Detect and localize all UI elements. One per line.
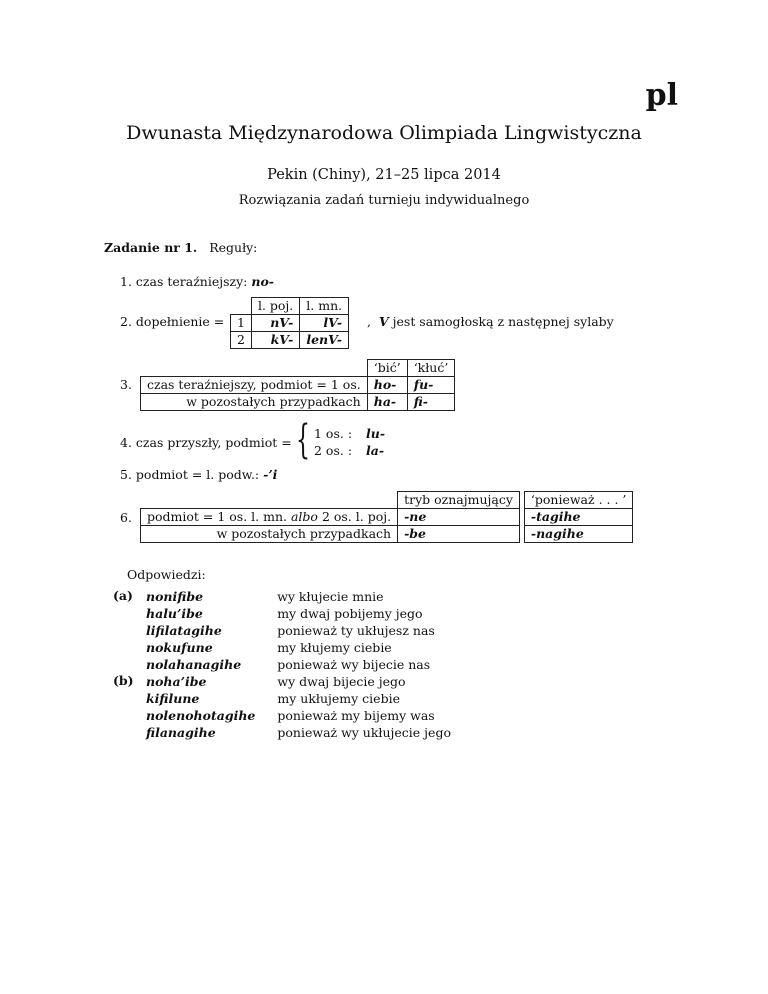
rule-3-row-label: w pozostałych przypadkach [141, 394, 368, 411]
rule-6-row-label: w pozostałych przypadkach [141, 526, 398, 543]
rule-4-row-label: 2 os. : [314, 443, 353, 458]
rule-2-cell: lenV- [300, 332, 349, 349]
rule-2-cell: nV- [251, 315, 299, 332]
event-subtitle: Pekin (Chiny), 21–25 lipca 2014 [267, 167, 501, 183]
rule-4-row-label: 1 os. : [314, 426, 353, 441]
rule-1-value: no- [251, 274, 274, 289]
answer-translation: wy kłujecie mnie [277, 589, 384, 604]
rule-6-label-albo: albo [290, 509, 318, 524]
answer-word: nokufune [146, 640, 213, 655]
rule-6-cell: -be [398, 526, 520, 543]
rule-2-cell: lV- [300, 315, 349, 332]
rule-4-value: lu- [366, 426, 386, 441]
answers-label: Odpowiedzi: [127, 567, 206, 582]
answer-translation: my ukłujemy ciebie [277, 691, 400, 706]
answers-a-table [146, 588, 435, 673]
answers-b-label: (b) [113, 673, 134, 688]
rule-5-value: -’i [263, 467, 278, 482]
answer-word: kifilune [146, 691, 200, 706]
rule-2-person: 2 [231, 332, 252, 349]
curly-brace: { [296, 417, 310, 463]
rule-2-note [367, 314, 614, 329]
rule-2-text [120, 314, 224, 329]
rule-1 [120, 274, 274, 289]
rule-5 [120, 467, 277, 482]
rule-1-text: czas teraźniejszy: [135, 274, 248, 289]
rule-2-note-separator: , [367, 314, 371, 329]
rule-2-number: 2. [120, 314, 132, 329]
answer-translation: ponieważ ty ukłujesz nas [277, 623, 435, 638]
rule-4-text [120, 435, 292, 450]
rule-2-table [230, 297, 349, 349]
answer-translation: my dwaj pobijemy jego [277, 606, 423, 621]
rule-3-cell: ho- [367, 377, 407, 394]
rule-2-header-sg: l. poj. [251, 298, 299, 315]
rule-4-number: 4. [120, 435, 132, 450]
rule-1-number: 1. [120, 274, 132, 289]
rule-5-text: podmiot = l. podw.: [135, 467, 260, 482]
rule-5-number: 5. [120, 467, 132, 482]
task-heading [104, 240, 257, 255]
rule-6-cell: -ne [398, 509, 520, 526]
answer-translation: my kłujemy ciebie [277, 640, 392, 655]
rule-4-value: la- [366, 443, 385, 458]
rule-6-row-label [141, 509, 398, 526]
rule-2-label: dopełnienie = [135, 314, 225, 329]
rule-6-label-post: 2 os. l. poj. [321, 509, 392, 524]
rule-6-table [140, 491, 633, 543]
answer-word: noha’ibe [146, 674, 207, 689]
answer-word: filanagihe [146, 725, 216, 740]
rule-6-label-pre: podmiot = 1 os. l. mn. [147, 509, 287, 524]
rule-3-cell: fi- [407, 394, 455, 411]
rule-2-header-pl: l. mn. [300, 298, 349, 315]
rule-4-label: czas przyszły, podmiot = [135, 435, 292, 450]
answer-translation: ponieważ wy ukłujecie jego [277, 725, 451, 740]
rule-3-table [140, 359, 455, 411]
answer-word: halu’ibe [146, 606, 203, 621]
rules-label: Reguły: [209, 240, 258, 255]
rule-3-header: ‘bić’ [367, 360, 407, 377]
rule-3-cell: ha- [367, 394, 407, 411]
rule-2-note-var: V [378, 314, 389, 329]
answer-translation: ponieważ my bijemy was [277, 708, 435, 723]
rule-3-number: 3. [120, 377, 132, 392]
rule-6-header: tryb oznajmujący [398, 492, 520, 509]
rule-2-cell: kV- [251, 332, 299, 349]
answers-b-table [146, 673, 451, 741]
answer-word: lifilatagihe [146, 623, 222, 638]
rule-3-cell: fu- [407, 377, 455, 394]
rule-2-note-text: jest samogłoską z następnej sylaby [392, 314, 614, 329]
rule-3-row-label: czas teraźniejszy, podmiot = 1 os. [141, 377, 368, 394]
rule-6-cell: -tagihe [524, 509, 632, 526]
rule-6-cell: -nagihe [524, 526, 632, 543]
rule-6-header: ‘ponieważ . . . ’ [524, 492, 632, 509]
rule-4-table [314, 425, 385, 459]
rule-2-person: 1 [231, 315, 252, 332]
answer-translation: wy dwaj bijecie jego [277, 674, 406, 689]
answer-word: nonifibe [146, 589, 204, 604]
answers-a-label: (a) [113, 588, 133, 603]
rule-6-number: 6. [120, 510, 132, 525]
answer-word: nolenohotagihe [146, 708, 256, 723]
answer-word: nolahanagihe [146, 657, 242, 672]
section-subtitle: Rozwiązania zadań turnieju indywidualnego [238, 193, 530, 208]
task-label: Zadanie nr 1. [104, 240, 198, 255]
language-code: pl [645, 78, 678, 113]
document-title: Dwunasta Międzynarodowa Olimpiada Lingwistyczna [126, 122, 642, 144]
answer-translation: ponieważ wy bijecie nas [277, 657, 431, 672]
rule-3-header: ‘kłuć’ [407, 360, 455, 377]
